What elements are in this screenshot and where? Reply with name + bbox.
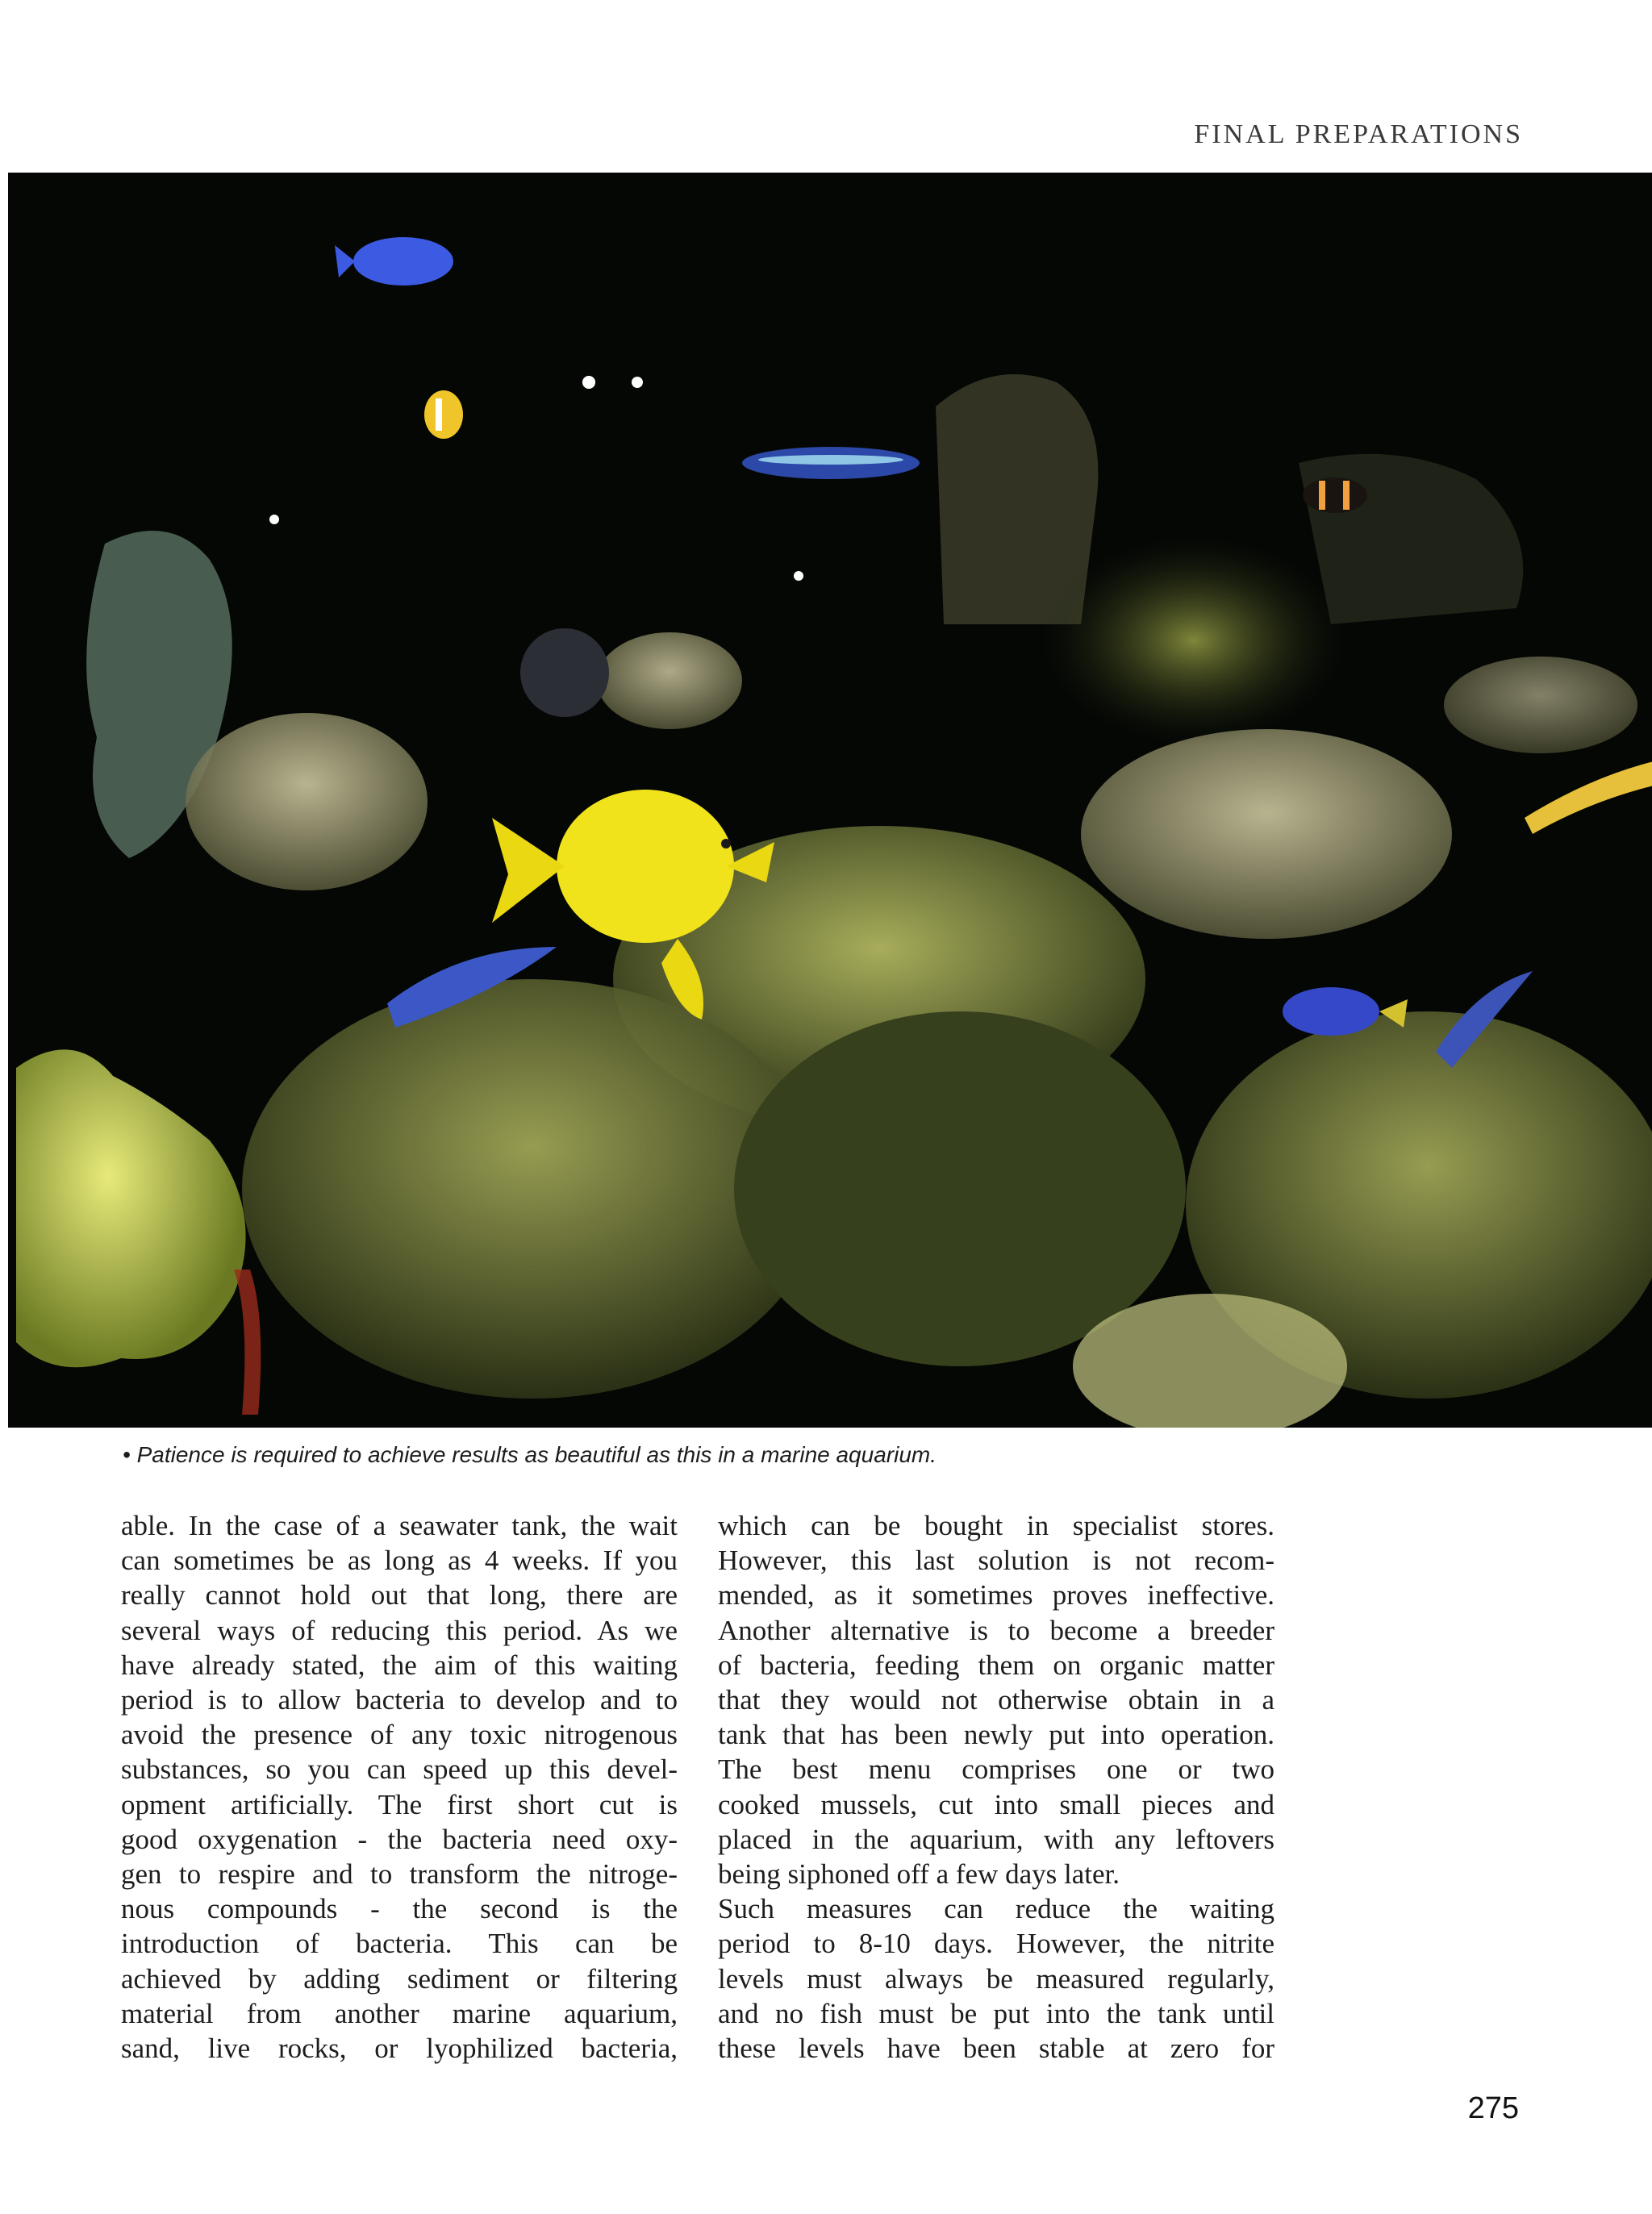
body-line: able. In the case of a seawater tank, the wait	[121, 1510, 678, 1541]
body-line: cooked mussels, cut into small pieces and	[718, 1788, 1274, 1820]
body-line: several ways of reducing this period. As we	[121, 1614, 678, 1646]
body-line: mended, as it sometimes proves ineffective.	[718, 1579, 1274, 1612]
body-line: can sometimes be as long as 4 weeks. If you	[121, 1545, 678, 1577]
anemone-top-right	[1041, 536, 1347, 745]
text-column-left	[121, 1508, 678, 2066]
running-head: FINAL PREPARATIONS	[1194, 119, 1523, 149]
spotted-fish	[520, 628, 609, 717]
clownfish-right	[1303, 477, 1367, 513]
body-line: gen to respire and to transform the nitroge-	[121, 1858, 678, 1891]
long-blue-fish	[742, 447, 920, 479]
page-number: 275	[1467, 2091, 1519, 2125]
body-line: which can be bought in specialist stores.	[718, 1510, 1274, 1541]
body-line: placed in the aquarium, with any leftovers	[718, 1823, 1274, 1855]
aquarium-photo	[8, 173, 1652, 1428]
body-line: achieved by adding sediment or filtering	[121, 1962, 678, 1995]
body-line: Such measures can reduce the waiting	[718, 1893, 1274, 1925]
body-line: avoid the presence of any toxic nitrogenous	[121, 1719, 678, 1751]
left-rock	[186, 713, 428, 890]
body-line: really cannot hold out that long, there are	[121, 1579, 678, 1612]
body-line: period to 8-10 days. However, the nitrite	[718, 1928, 1274, 1960]
body-line: period is to allow bacteria to develop and to	[121, 1684, 678, 1716]
body-line: that they would not otherwise obtain in a	[718, 1684, 1274, 1716]
body-line: of bacteria, feeding them on organic matter	[718, 1649, 1274, 1681]
body-line: and no fish must be put into the tank until	[718, 1997, 1274, 2029]
body-line: material from another marine aquarium,	[121, 1997, 678, 2029]
body-line: The best menu comprises one or two	[718, 1753, 1274, 1786]
body-line: nous compounds - the second is the	[121, 1893, 678, 1925]
body-line: substances, so you can speed up this devel-	[121, 1753, 678, 1786]
text-column-right	[718, 1508, 1274, 2066]
body-line: good oxygenation - the bacteria need oxy-	[121, 1823, 678, 1855]
body-line: Another alternative is to become a breeder	[718, 1614, 1274, 1646]
body-line: introduction of bacteria. This can be	[121, 1928, 678, 1960]
body-line: levels must always be measured regularly,	[718, 1962, 1274, 1995]
body-line: being siphoned off a few days later.	[718, 1858, 1120, 1891]
right-rock	[1081, 729, 1452, 939]
body-line: sand, live rocks, or lyophilized bacteria,	[121, 2033, 678, 2065]
body-line: these levels have been stable at zero for	[718, 2033, 1274, 2065]
body-line: tank that has been newly put into operation.	[718, 1719, 1274, 1751]
body-line: have already stated, the aim of this waiting	[121, 1649, 678, 1681]
photo-caption: • Patience is required to achieve results as beautiful as this in a marine aquarium.	[123, 1442, 937, 1467]
body-line: opment artificially. The first short cut is	[121, 1788, 678, 1820]
clownfish-left	[424, 390, 463, 439]
body-line: However, this last solution is not recom-	[718, 1545, 1274, 1577]
aquarium-illustration	[8, 173, 1652, 1428]
far-right-rock	[1444, 657, 1637, 753]
center-rock	[597, 632, 742, 729]
